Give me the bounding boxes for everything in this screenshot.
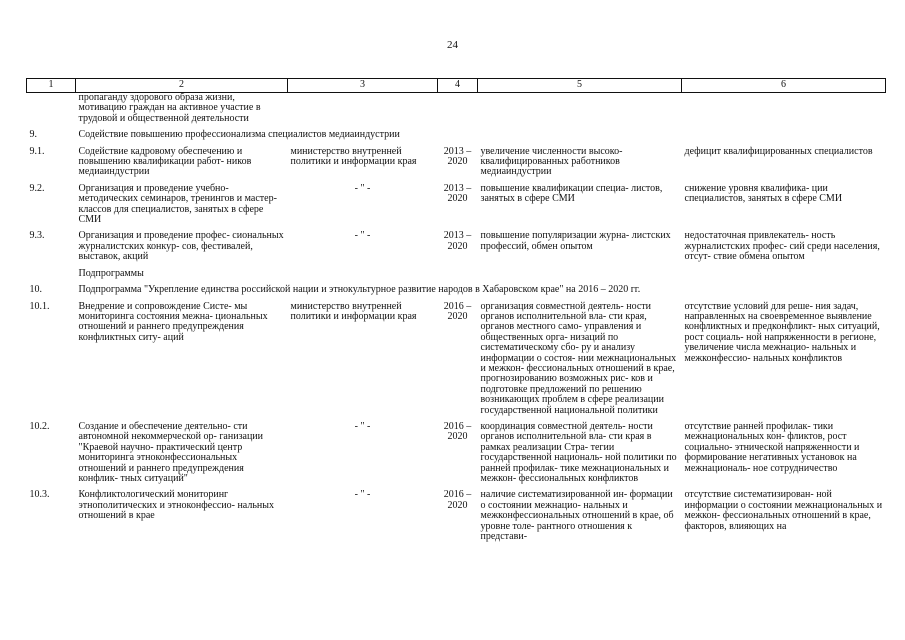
activity-name: пропаганду здорового образа жизни, мотивацию граждан на активное участие в трудовой и общественной деятельности: [78, 92, 261, 124]
table-row: [27, 147, 886, 184]
period: 2016 – 2020: [443, 300, 472, 322]
period: 2013 – 2020: [443, 145, 472, 168]
period: 2013 – 2020: [443, 230, 472, 252]
row-number: 10.3.: [29, 489, 50, 501]
expected-result: наличие систематизированной ин- формации о состоянии межнацио- нальных и межконфессиональных отношений в крае, об уровне толе- рантного отношения к представи-: [480, 489, 674, 543]
consequence: недостаточная привлекатель- ность журналистских профес- сий среди населения, отсут- ствие обмена опытом: [684, 230, 880, 263]
row-number: 10.1.: [29, 300, 50, 312]
column-header: 4: [438, 79, 478, 93]
executor: министерство внутренней политики и информации края: [290, 300, 417, 322]
column-header: 1: [27, 79, 76, 93]
subprograms-row: [27, 269, 886, 285]
column-header-row: [27, 79, 886, 93]
row-number: 9.2.: [29, 182, 45, 194]
consequence: отсутствие систематизирован- ной информации о состоянии межнациональных и межкон- фессиональных отношений в крае, факторов, влияющих на: [684, 489, 883, 532]
table-row: [27, 93, 886, 131]
table-row: [27, 184, 886, 232]
activity-name: Организация и проведение учебно- методических семинаров, тренингов и мастер-классов для специалистов, занятых в сфере СМИ: [78, 182, 277, 226]
activity-name: Организация и проведение профес- сиональных журналистских конкур- сов, фестивалей, выставок, акций: [78, 230, 284, 263]
column-header: 6: [682, 79, 886, 93]
period: 2013 – 2020: [443, 182, 472, 205]
consequence: отсутствие условий для реше- ния задач, направленных на своевременное выявление конфликтных и предконфликт- ных ситуаций, рост социаль- ной напряженности в регионе, увеличение числа межнацио- нальных и межконфессио- нальных конфликтов: [684, 300, 880, 364]
section-row: [27, 130, 886, 146]
table-row: [27, 422, 886, 490]
expected-result: координация совместной деятель- ности органов исполнительной вла- сти края в рамках реализации Стра- тегии государственной националь- ной политики по ранней профилак- тике межнациональных и межкон- фессиональных конфликтов: [480, 420, 677, 484]
executor: - " -: [354, 230, 371, 242]
activity-name: Конфликтологический мониторинг этнополитических и этноконфессио- нальных отношений в крае: [78, 489, 274, 522]
page-number: 24: [447, 39, 458, 51]
column-header: 5: [478, 79, 682, 93]
row-number: 9.3.: [29, 230, 45, 242]
expected-result: повышение популяризации журна- листских профессий, обмен опытом: [480, 230, 671, 252]
executor: - " -: [354, 489, 371, 501]
activity-name: Внедрение и сопровождение Систе- мы мониторинга состояния межна- циональных отношений и раннего предупреждения конфликтных ситу- аций: [78, 300, 268, 343]
section-row: [27, 285, 886, 301]
section-title: Содействие повышению профессионализма специалистов медиаиндустрии: [78, 129, 400, 141]
row-number: 10.: [29, 284, 42, 296]
column-header: 3: [288, 79, 438, 93]
period: 2016 – 2020: [443, 420, 472, 443]
expected-result: повышение квалификации специа- листов, занятых в сфере СМИ: [480, 182, 663, 205]
activity-name: Создание и обеспечение деятельно- сти автономной некоммерческой ор- ганизации "Краевой научно- практический центр мониторинга этноконфессиональных отношений и раннего предупреждения конфлик- тных ситуаций": [78, 420, 264, 484]
row-number: 10.2.: [29, 420, 50, 432]
table-row: [27, 490, 886, 548]
consequence: снижение уровня квалифика- ции специалистов, занятых в сфере СМИ: [684, 182, 843, 205]
table-row: [27, 231, 886, 268]
executor: - " -: [354, 182, 371, 194]
row-number: 9.1.: [29, 145, 45, 157]
period: 2016 – 2020: [443, 489, 472, 511]
section-title: Подпрограмма "Укрепление единства российской нации и этнокультурное развитие народов в Хабаровском крае" на 2016 – 2020 гг.: [78, 284, 641, 296]
expected-result: организация совместной деятель- ности органов исполнительной вла- сти края, органов местного само- управления и общественных орга- низаций по систематическому сбо- ру и анализу информации о состоя- нии межнациональных и межкон- фессиональных отношений в крае, прогнозированию возможных рис- ков и подготовке предложений по решению возникающих проблем в сфере реализации государственной национальной политики: [480, 300, 677, 416]
program-table: [26, 78, 886, 548]
executor: - " -: [354, 420, 371, 432]
row-number: 9.: [29, 129, 37, 141]
expected-result: увеличение численности высоко- квалифицированных работников медиаиндустрии: [480, 145, 623, 178]
column-header: 2: [76, 79, 288, 93]
consequence: дефицит квалифицированных специалистов: [684, 145, 873, 157]
executor: министерство внутренней политики и информации края: [290, 145, 417, 168]
activity-name: Содействие кадровому обеспечению и повышению квалификации работ- ников медиаиндустрии: [78, 145, 252, 178]
table-row: [27, 302, 886, 422]
subprograms-label: Подпрограммы: [78, 267, 144, 279]
consequence: отсутствие ранней профилак- тики межнациональных кон- фликтов, рост социально- этнической напряженности и формирование негативных установок на межнациональ- ное сотрудничество: [684, 420, 860, 474]
